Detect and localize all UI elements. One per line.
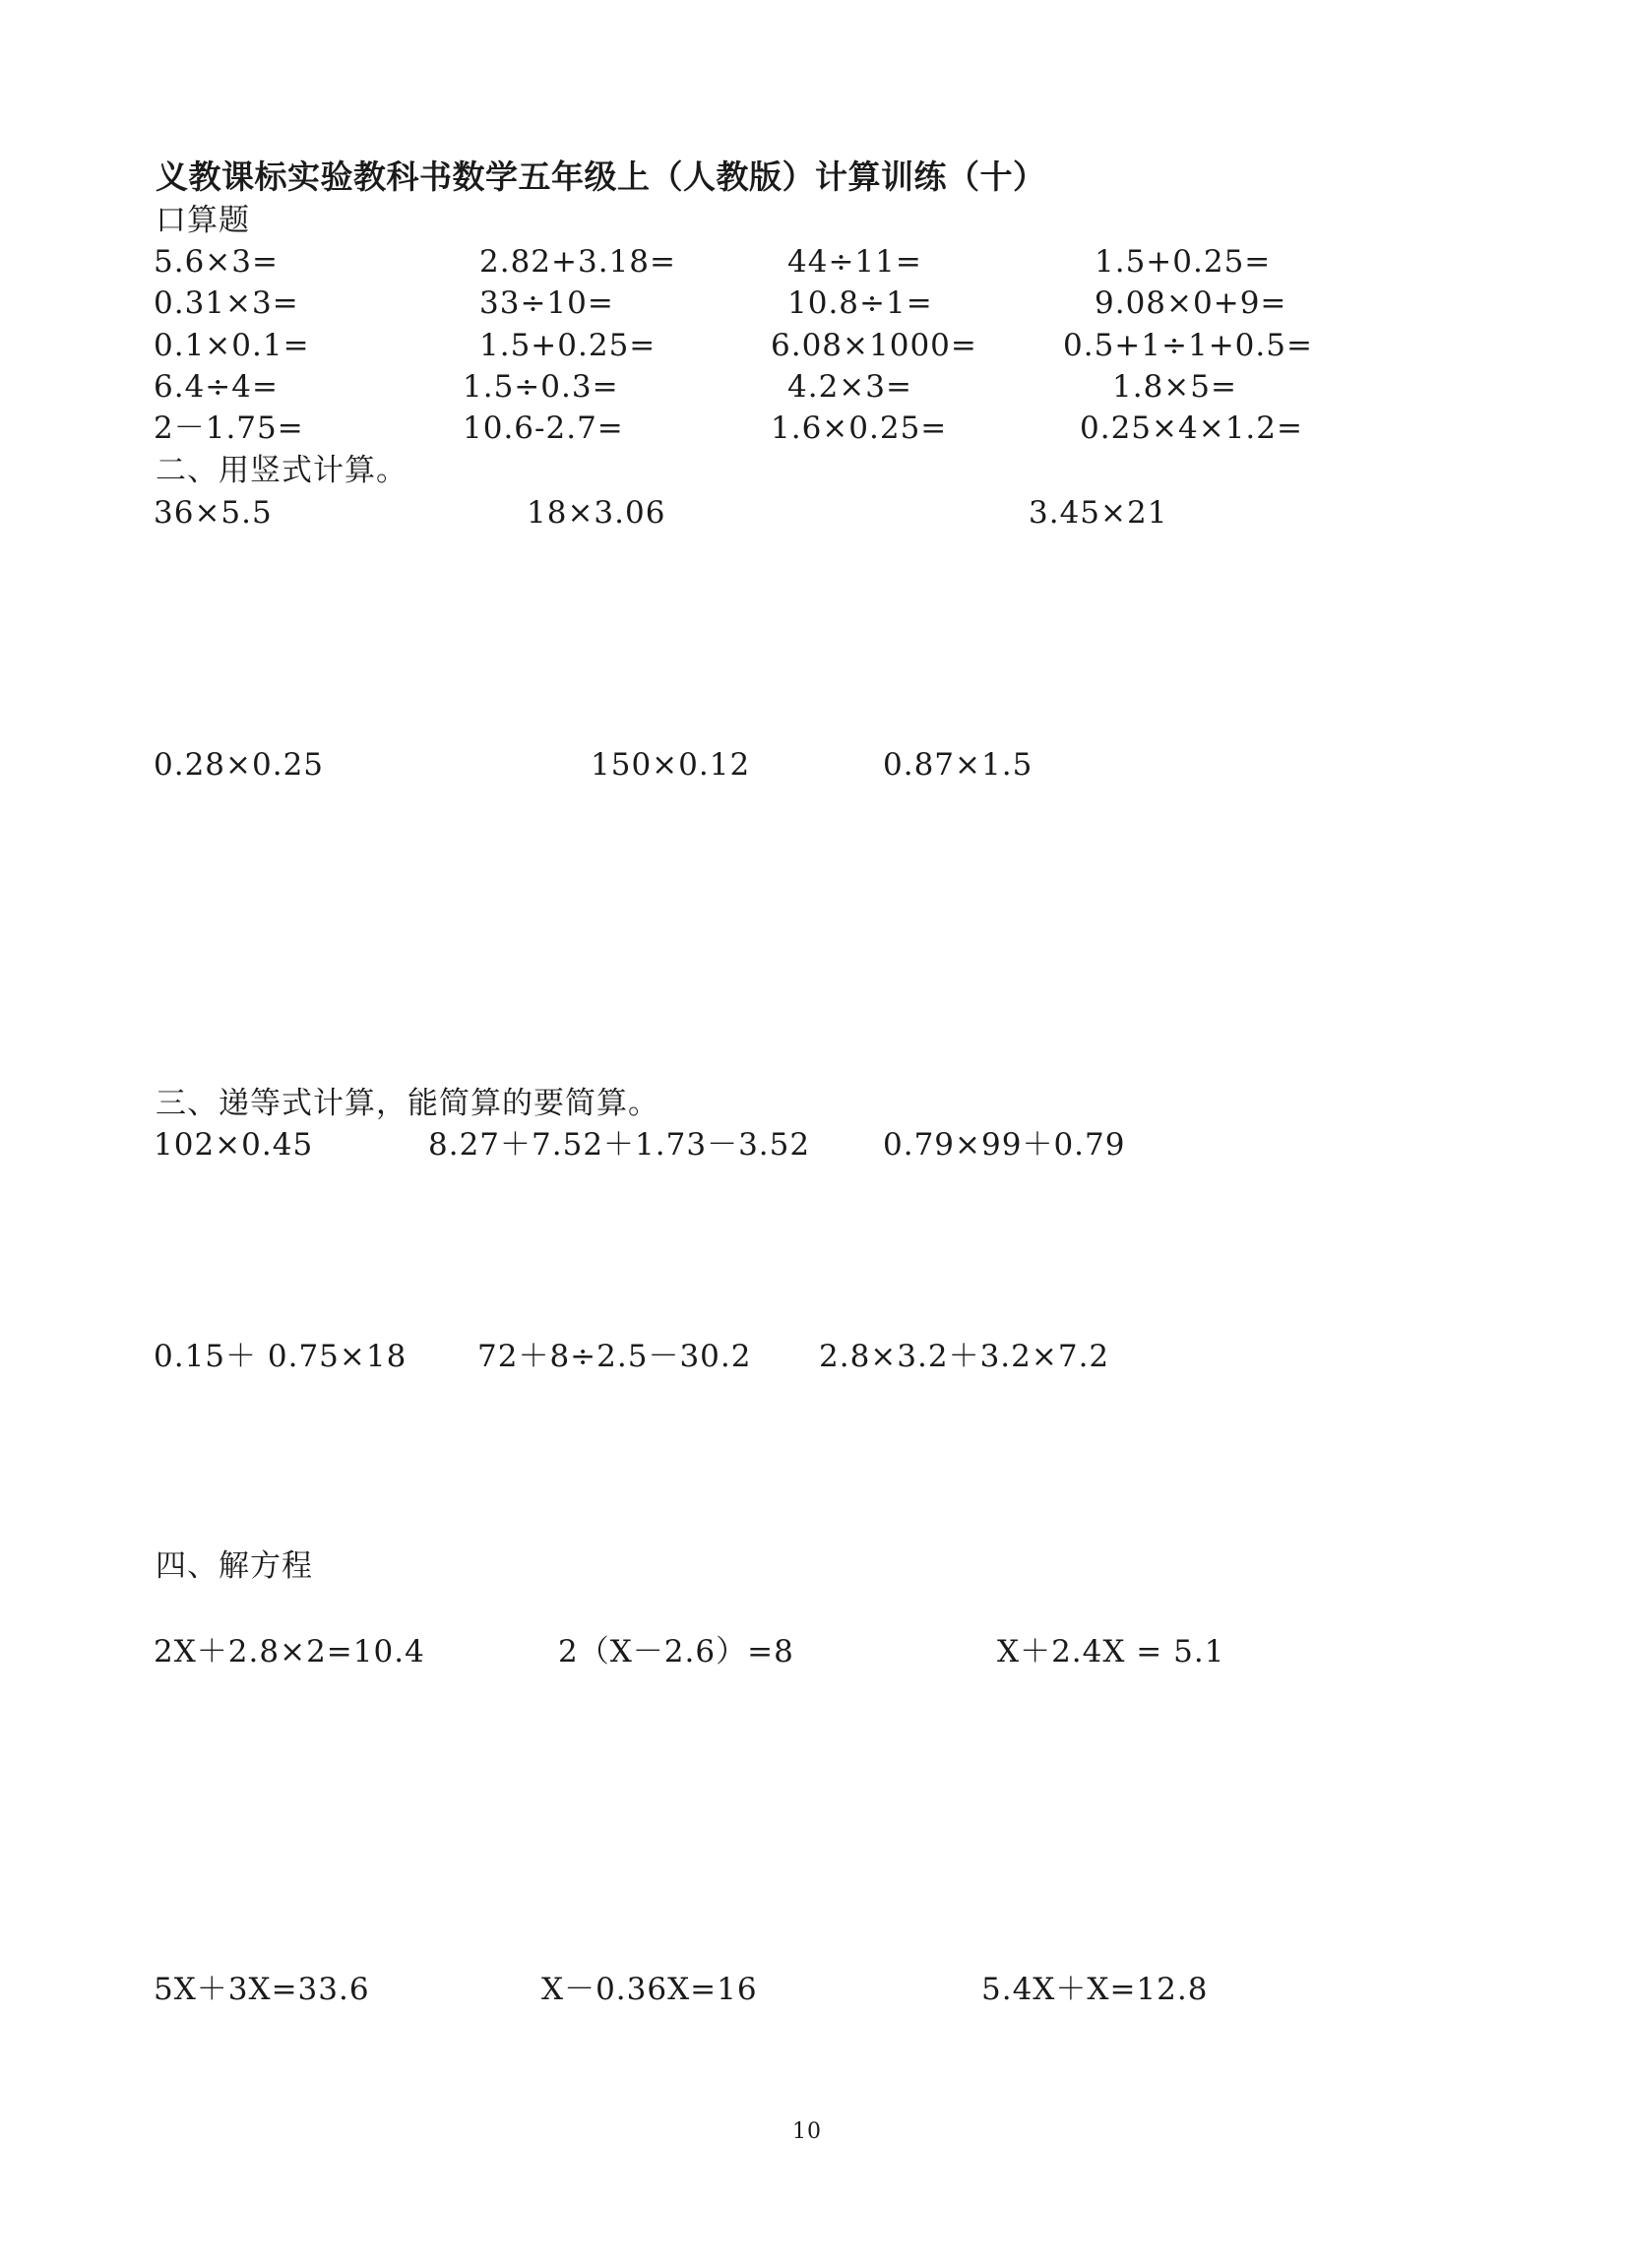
mental-problem: 2.82+3.18= — [479, 244, 676, 280]
mental-problem: 44÷11= — [787, 244, 922, 280]
stepwise-problem: 102×0.45 — [154, 1127, 314, 1163]
mental-problem: 2－1.75= — [154, 410, 304, 446]
page-number: 10 — [792, 2119, 822, 2144]
mental-problem: 10.8÷1= — [787, 285, 933, 321]
vertical-problem: 36×5.5 — [154, 495, 273, 531]
mental-problem: 1.5÷0.3= — [463, 369, 619, 405]
equation-problem: X－0.36X=16 — [541, 1972, 758, 2007]
stepwise-problem: 8.27＋7.52＋1.73－3.52 — [428, 1127, 811, 1163]
mental-problem: 1.5+0.25= — [479, 328, 657, 363]
mental-problem: 1.6×0.25= — [771, 410, 948, 446]
stepwise-problem: 0.15＋ 0.75×18 — [154, 1339, 407, 1374]
equation-problem: X＋2.4X = 5.1 — [997, 1634, 1225, 1670]
mental-problem: 0.25×4×1.2= — [1080, 410, 1303, 446]
mental-problem: 10.6-2.7= — [463, 410, 624, 446]
mental-problem: 0.1×0.1= — [154, 328, 310, 363]
section-heading-equations: 四、解方程 — [156, 1548, 313, 1584]
vertical-problem: 18×3.06 — [527, 495, 666, 531]
stepwise-problem: 2.8×3.2＋3.2×7.2 — [819, 1339, 1110, 1374]
vertical-problem: 0.87×1.5 — [883, 747, 1033, 783]
section-heading-stepwise: 三、递等式计算，能简算的要简算。 — [156, 1086, 659, 1121]
mental-problem: 5.6×3= — [154, 244, 279, 280]
mental-problem: 6.08×1000= — [771, 328, 977, 363]
equation-problem: 5X＋3X=33.6 — [154, 1972, 370, 2007]
vertical-problem: 3.45×21 — [1029, 495, 1168, 531]
page-title: 义教课标实验教科书数学五年级上（人教版）计算训练（十） — [156, 158, 1046, 196]
vertical-problem: 150×0.12 — [591, 747, 751, 783]
vertical-problem: 0.28×0.25 — [154, 747, 325, 783]
mental-problem: 9.08×0+9= — [1095, 285, 1287, 321]
mental-problem: 1.5+0.25= — [1095, 244, 1272, 280]
mental-problem: 33÷10= — [479, 285, 614, 321]
stepwise-problem: 72＋8÷2.5－30.2 — [477, 1339, 752, 1374]
equation-problem: 5.4X＋X=12.8 — [981, 1972, 1209, 2007]
mental-problem: 6.4÷4= — [154, 369, 279, 405]
mental-problem: 1.8×5= — [1112, 369, 1237, 405]
mental-problem: 0.5+1÷1+0.5= — [1063, 328, 1313, 363]
section-heading-mental: 口算题 — [156, 203, 250, 238]
mental-problem: 4.2×3= — [787, 369, 912, 405]
equation-problem: 2（X－2.6）=8 — [558, 1634, 794, 1670]
equation-problem: 2X＋2.8×2=10.4 — [154, 1634, 425, 1670]
section-heading-vertical: 二、用竖式计算。 — [156, 453, 407, 488]
stepwise-problem: 0.79×99＋0.79 — [883, 1127, 1126, 1163]
mental-problem: 0.31×3= — [154, 285, 299, 321]
